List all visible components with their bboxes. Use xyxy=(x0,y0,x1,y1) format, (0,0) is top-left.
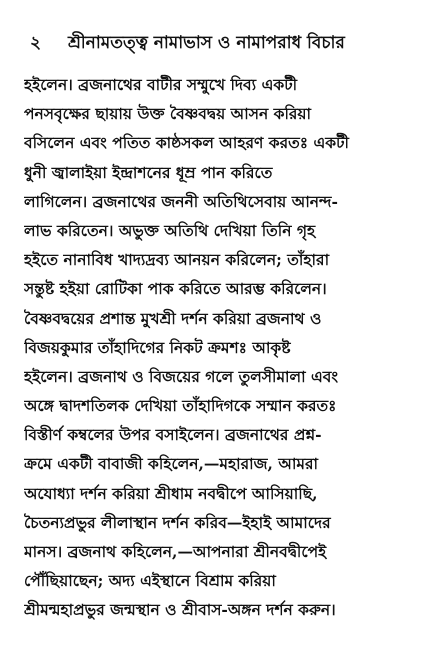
text-line: পৌঁছিয়াছেন; অদ্য এইস্থানে বিশ্রাম করিয়া xyxy=(24,571,276,591)
text-line: লাভ করিতেন। অভুক্ত অতিথি দেখিয়া তিনি গৃহ xyxy=(24,220,316,240)
text-line: হইতে নানাবিধ খাদ্যদ্রব্য আনয়ন করিলেন; তাঁহারা xyxy=(24,250,330,270)
running-head: শ্রীনামতত্ত্ব নামাভাস ও নামাপরাধ বিচার xyxy=(68,33,345,53)
text-line: মানস। ব্রজনাথ কহিলেন,—আপনারা শ্রীনবদ্বীপেই xyxy=(24,542,327,561)
text-line: বসিলেন এবং পতিত কাষ্ঠসকল আহরণ করতঃ একটী xyxy=(24,133,349,153)
text-line: পনসবৃক্ষের ছায়ায় উক্ত বৈষ্ণবদ্বয় আসন করিয়া xyxy=(24,104,312,124)
text-line: হইলেন। ব্রজনাথ ও বিজয়ের গলে তুলসীমালা এবং xyxy=(24,366,339,386)
text-line: ক্রমে একটী বাবাজী কহিলেন,—মহারাজ, আমরা xyxy=(24,454,319,474)
text-line: ধুনী জ্বালাইয়া ইন্দ্রাশনের ধূম্র পান করিতে xyxy=(24,162,273,182)
text-line: চৈতন্যপ্রভুর লীলাস্থান দর্শন করিব—ইহাই আমাদের xyxy=(24,512,331,532)
page-header xyxy=(30,28,400,60)
text-line: হইলেন। ব্রজনাথের বাটীর সম্মুখে দিব্য একটী xyxy=(24,75,298,94)
text-line: বৈষ্ণবদ্বয়ের প্রশান্ত মুখশ্রী দর্শন করিয়া ব্রজনাথ ও xyxy=(24,308,322,328)
page-number: ২ xyxy=(30,33,42,53)
text-line: অযোধ্যা দর্শন করিয়া শ্রীধাম নবদ্বীপে আসিয়াছি, xyxy=(24,483,318,503)
text-line: সন্তুষ্ট হইয়া রোটিকা পাক করিতে আরম্ভ করিলেন। xyxy=(24,279,327,299)
text-line: অঙ্গে দ্বাদশতিলক দেখিয়া তাঁহাদিগকে সম্মান করতঃ xyxy=(24,396,337,416)
text-line: শ্রীমন্মহাপ্রভুর জন্মস্থান ও শ্রীবাস-অঙ্গন দর্শন করুন। xyxy=(24,600,336,620)
text-line: লাগিলেন। ব্রজনাথের জননী অতিথিসেবায় আনন্দ- xyxy=(24,191,338,211)
body-text xyxy=(24,70,402,625)
text-line: বিজয়কুমার তাঁহাদিগের নিকট ক্রমশঃ আকৃষ্ট xyxy=(24,337,291,357)
text-line: বিস্তীর্ণ কম্বলের উপর বসাইলেন। ব্রজনাথের প্রশ্ন- xyxy=(24,425,322,445)
